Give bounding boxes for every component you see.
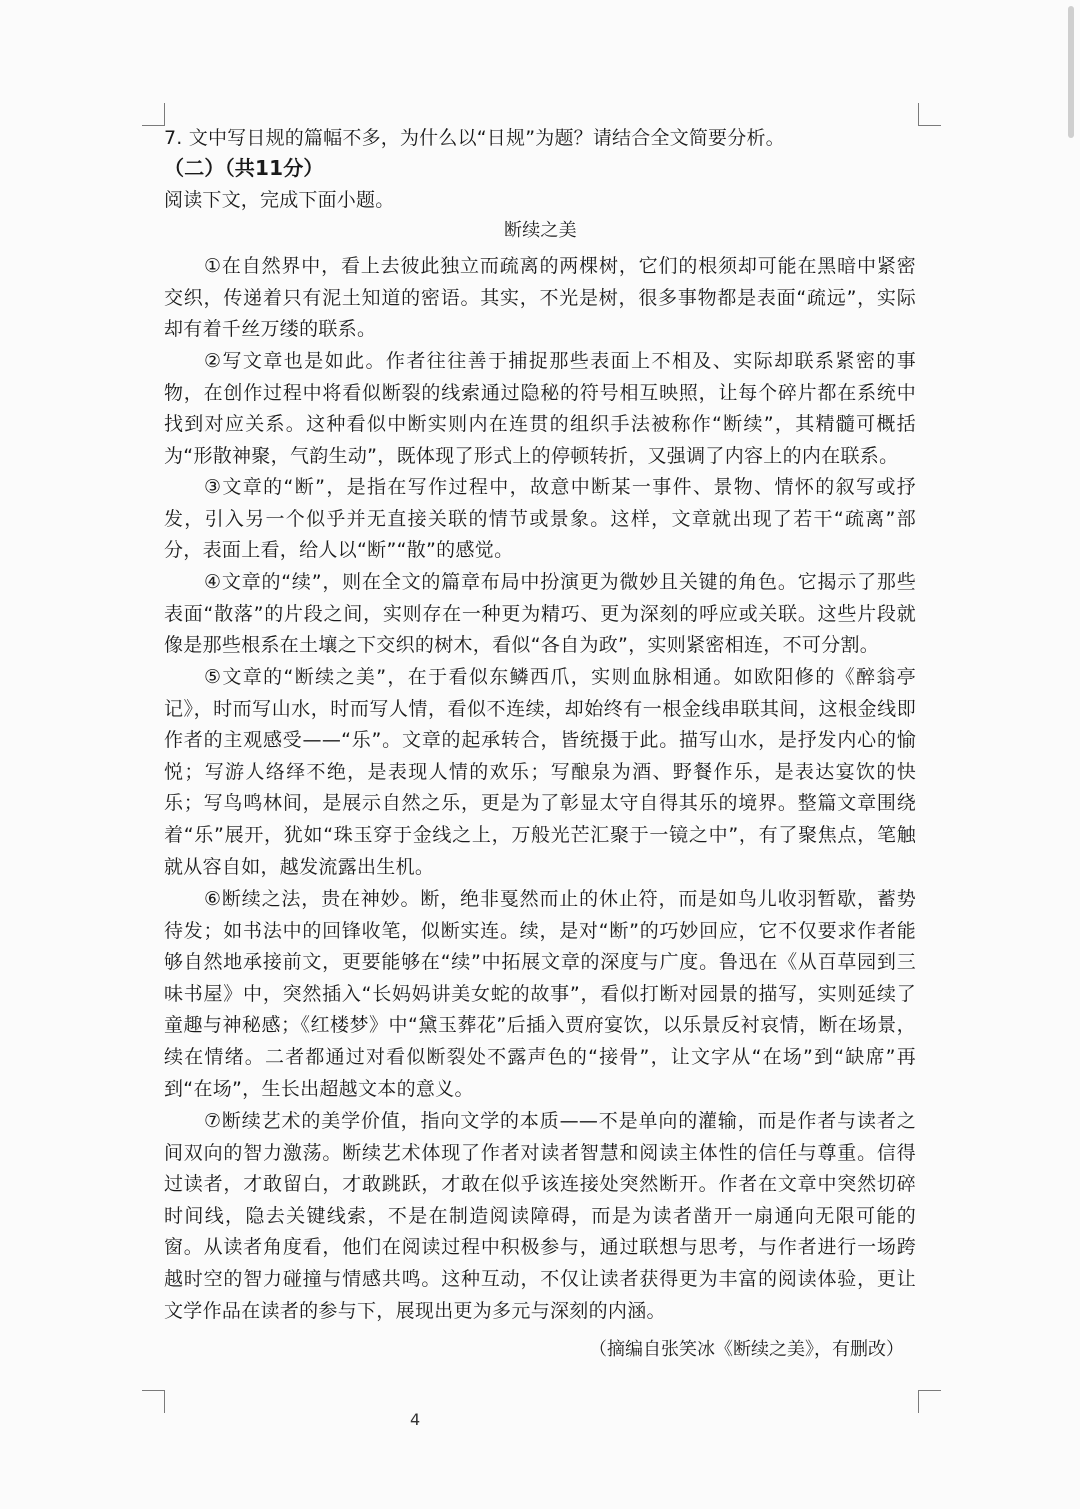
article-source: （摘编自张笑冰《断续之美》，有删改） <box>589 1339 904 1360</box>
article-paragraph-3: ③文章的“断”，是指在写作过程中，故意中断某一事件、景物、情怀的叙写或抒发，引入另一个似乎并无直接关联的情节或景象。这样，文章就出现了若干“疏离”部分，表面上看，给人以“断”“散”的感觉。 <box>164 476 916 562</box>
crop-mark-bottom-left <box>142 1390 165 1413</box>
reading-instruction: 阅读下文，完成下面小题。 <box>164 189 395 211</box>
article-paragraph-5: ⑤文章的“断续之美”，在于看似东鳞西爪，实则血脉相通。如欧阳修的《醉翁亭记》，时而写山水，时而写人情，看似不连续，却始终有一根金线串联其间，这根金线即作者的主观感受——“乐”。文章的起承转合，皆统摄于此。描写山水，是抒发内心的愉悦；写游人络绎不绝，是表现人情的欢乐；写酿泉为酒、野餐作乐，是表达宴饮的快乐；写鸟鸣林间，是展示自然之乐，更是为了彰显太守自得其乐的境界。整篇文章围绕着“乐”展开，犹如“珠玉穿于金线之上，万般光芒汇聚于一镜之中”，有了聚焦点，笔触就从容自如，越发流露出生机。 <box>164 666 916 878</box>
page-number: 4 <box>410 1410 421 1429</box>
crop-mark-top-right <box>918 103 941 126</box>
article-title: 断续之美 <box>504 220 577 241</box>
question-7: 7. 文中写日规的篇幅不多，为什么以“日规”为题？请结合全文简要分析。 <box>164 127 785 149</box>
article-paragraph-4: ④文章的“续”，则在全文的篇章布局中扮演更为微妙且关键的角色。它揭示了那些表面“散落”的片段之间，实则存在一种更为精巧、更为深刻的呼应或关联。这些片段就像是那些根系在土壤之下交织的树木，看似“各自为政”，实则紧密相连，不可分割。 <box>164 571 916 657</box>
crop-mark-top-left <box>142 103 165 126</box>
article-paragraph-1: ①在自然界中，看上去彼此独立而疏离的两棵树，它们的根须却可能在黑暗中紧密交织，传递着只有泥土知道的密语。其实，不光是树，很多事物都是表面“疏远”，实际却有着千丝万缕的联系。 <box>164 255 916 341</box>
article-paragraph-7: ⑦断续艺术的美学价值，指向文学的本质——不是单向的灌输，而是作者与读者之间双向的智力激荡。断续艺术体现了作者对读者智慧和阅读主体性的信任与尊重。信得过读者，才敢留白，才敢跳跃，才敢在似乎该连接处突然断开。作者在文章中突然切碎时间线，隐去关键线索，不是在制造阅读障碍，而是为读者凿开一扇通向无限可能的窗。从读者角度看，他们在阅读过程中积极参与，通过联想与思考，与作者进行一场跨越时空的智力碰撞与情感共鸣。这种互动，不仅让读者获得更为丰富的阅读体验，更让文学作品在读者的参与下，展现出更为多元与深刻的内涵。 <box>164 1110 916 1322</box>
article-paragraph-2: ②写文章也是如此。作者往往善于捕捉那些表面上不相及、实际却联系紧密的事物，在创作过程中将看似断裂的线索通过隐秘的符号相互映照，让每个碎片都在系统中找到对应关系。这种看似中断实则内在连贯的组织手法被称作“断续”，其精髓可概括为“形散神聚，气韵生动”，既体现了形式上的停顿转折，又强调了内容上的内在联系。 <box>164 350 916 467</box>
crop-mark-bottom-right <box>918 1390 941 1413</box>
article-paragraph-6: ⑥断续之法，贵在神妙。断，绝非戛然而止的休止符，而是如鸟儿收羽暂歇，蓄势待发；如书法中的回锋收笔，似断实连。续，是对“断”的巧妙回应，它不仅要求作者能够自然地承接前文，更要能够在“续”中拓展文章的深度与广度。鲁迅在《从百草园到三味书屋》中，突然插入“长妈妈讲美女蛇的故事”，看似打断对园景的描写，实则延续了童趣与神秘感；《红楼梦》中“黛玉葬花”后插入贾府宴饮，以乐景反衬哀情，断在场景，续在情绪。二者都通过对看似断裂处不露声色的“接骨”，让文字从“在场”到“缺席”再到“在场”，生长出超越文本的意义。 <box>164 888 916 1100</box>
scrollbar-thumb[interactable] <box>1068 6 1074 138</box>
section-heading: （二）（共11分） <box>164 156 324 180</box>
